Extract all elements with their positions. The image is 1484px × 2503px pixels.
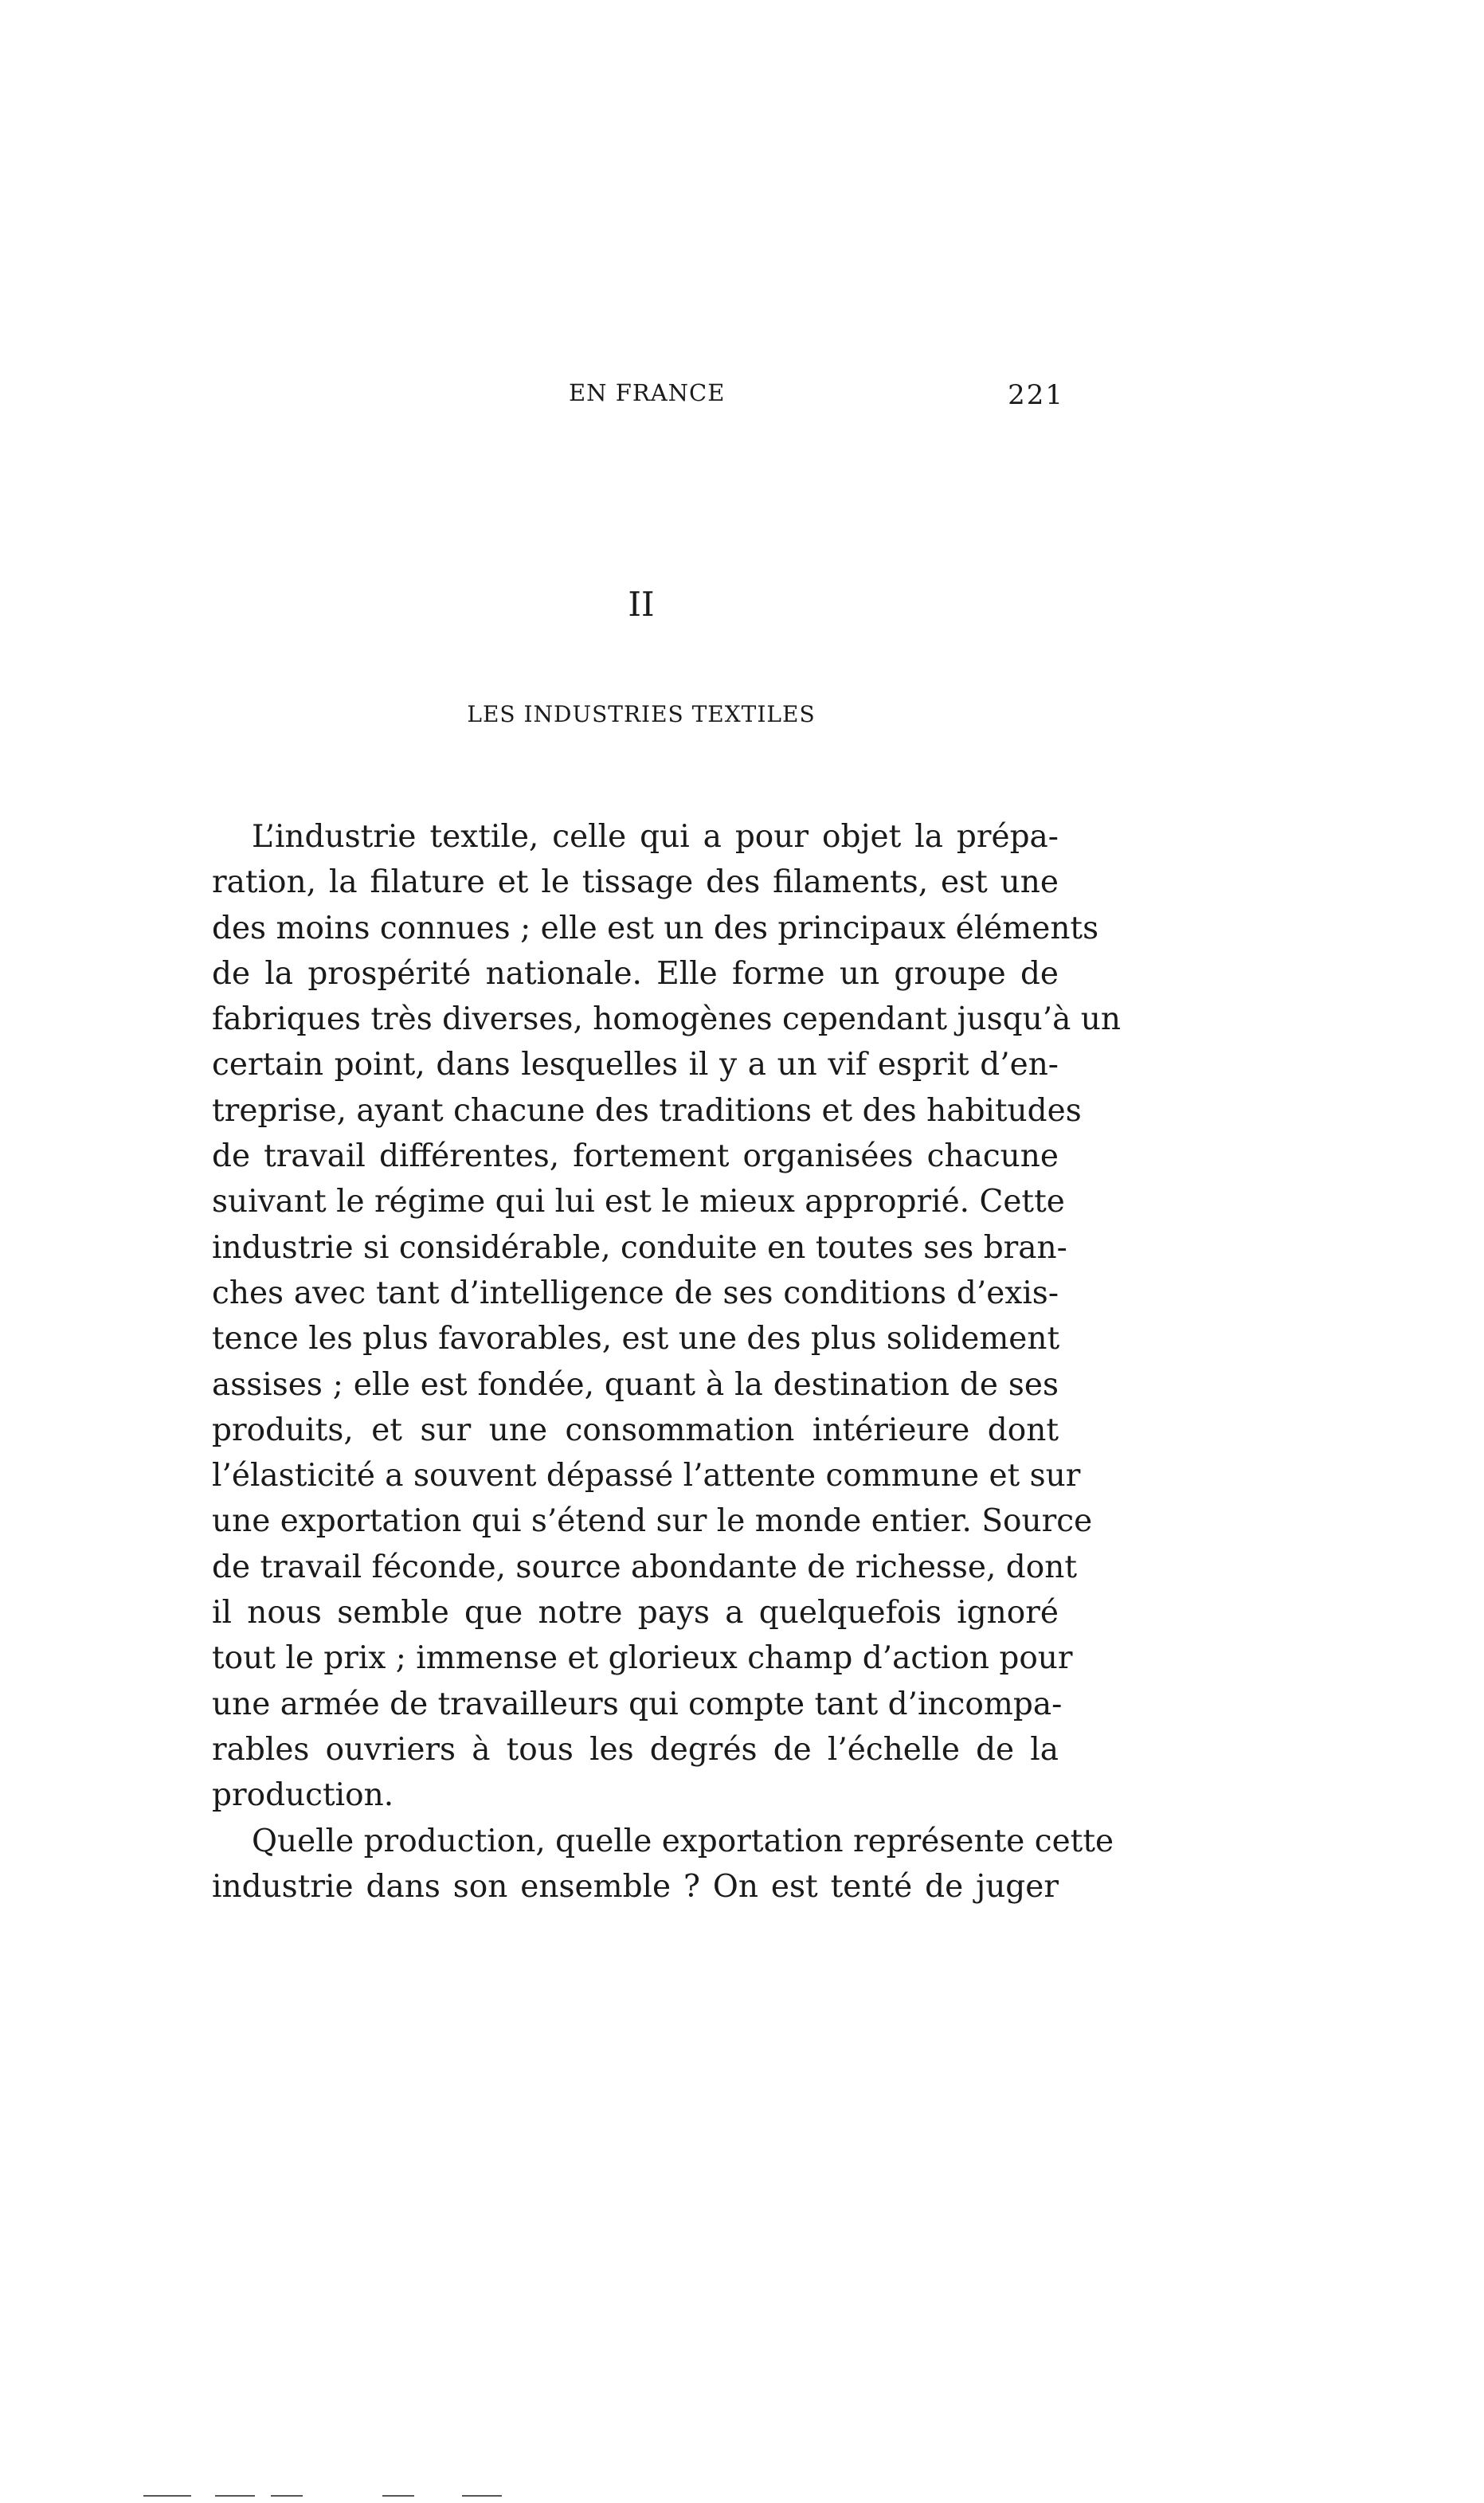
text-line: tence les plus favorables, est une des plus solidement xyxy=(212,1321,1060,1357)
body-text xyxy=(212,814,1122,1910)
text-line: ches avec tant d’intelligence de ses conditions d’exis- xyxy=(212,1275,1059,1311)
text-line: produits, et sur une consommation intérieure dont xyxy=(212,1412,1059,1448)
text-line: ration, la filature et le tissage des filaments, est une xyxy=(212,864,1059,901)
running-head xyxy=(212,379,1064,416)
paragraph-1 xyxy=(212,814,1122,1819)
text-line: de travail féconde, source abondante de richesse, dont xyxy=(212,1549,1078,1585)
text-line: l’élasticité a souvent dépassé l’attente commune et sur xyxy=(212,1458,1081,1494)
text-line: industrie dans son ensemble ? On est tenté de juger xyxy=(212,1868,1059,1905)
text-line: Quelle production, quelle exportation représente cette xyxy=(252,1823,1114,1859)
text-line: assises ; elle est fondée, quant à la destination de ses xyxy=(212,1366,1059,1403)
text-line: rables ouvriers à tous les degrés de l’échelle de la xyxy=(212,1731,1059,1768)
text-line: de travail différentes, fortement organisées chacune xyxy=(212,1138,1059,1175)
scan-mark xyxy=(271,2495,303,2497)
scan-mark xyxy=(462,2495,502,2497)
text-line: treprise, ayant chacune des traditions et des habitudes xyxy=(212,1092,1082,1129)
paragraph-2 xyxy=(212,1819,1114,1910)
chapter-number: II xyxy=(628,585,655,624)
section-title: LES INDUSTRIES TEXTILES xyxy=(467,701,816,727)
text-line: industrie si considérable, conduite en toutes ses bran- xyxy=(212,1229,1067,1266)
scan-mark xyxy=(143,2495,191,2497)
scan-mark xyxy=(382,2495,414,2497)
text-line: production. xyxy=(212,1777,394,1814)
text-line: une exportation qui s’étend sur le monde entier. Source xyxy=(212,1503,1093,1540)
page-number: 221 xyxy=(1008,379,1064,411)
text-line: L’industrie textile, celle qui a pour objet la prépa- xyxy=(252,819,1059,855)
text-line: de la prospérité nationale. Elle forme un groupe de xyxy=(212,955,1059,992)
text-line: tout le prix ; immense et glorieux champ d’action pour xyxy=(212,1640,1073,1677)
text-line: certain point, dans lesquelles il y a un vif esprit d’en- xyxy=(212,1047,1059,1083)
text-line: fabriques très diverses, homogènes cependant jusqu’à un xyxy=(212,1001,1122,1038)
text-line: une armée de travailleurs qui compte tant d’incompa- xyxy=(212,1686,1063,1722)
text-line: des moins connues ; elle est un des principaux éléments xyxy=(212,910,1099,946)
scan-mark xyxy=(215,2495,255,2497)
running-title: EN FRANCE xyxy=(569,379,726,406)
text-line: il nous semble que notre pays a quelquefois ignoré xyxy=(212,1595,1059,1631)
text-line: suivant le régime qui lui est le mieux approprié. Cette xyxy=(212,1184,1065,1220)
